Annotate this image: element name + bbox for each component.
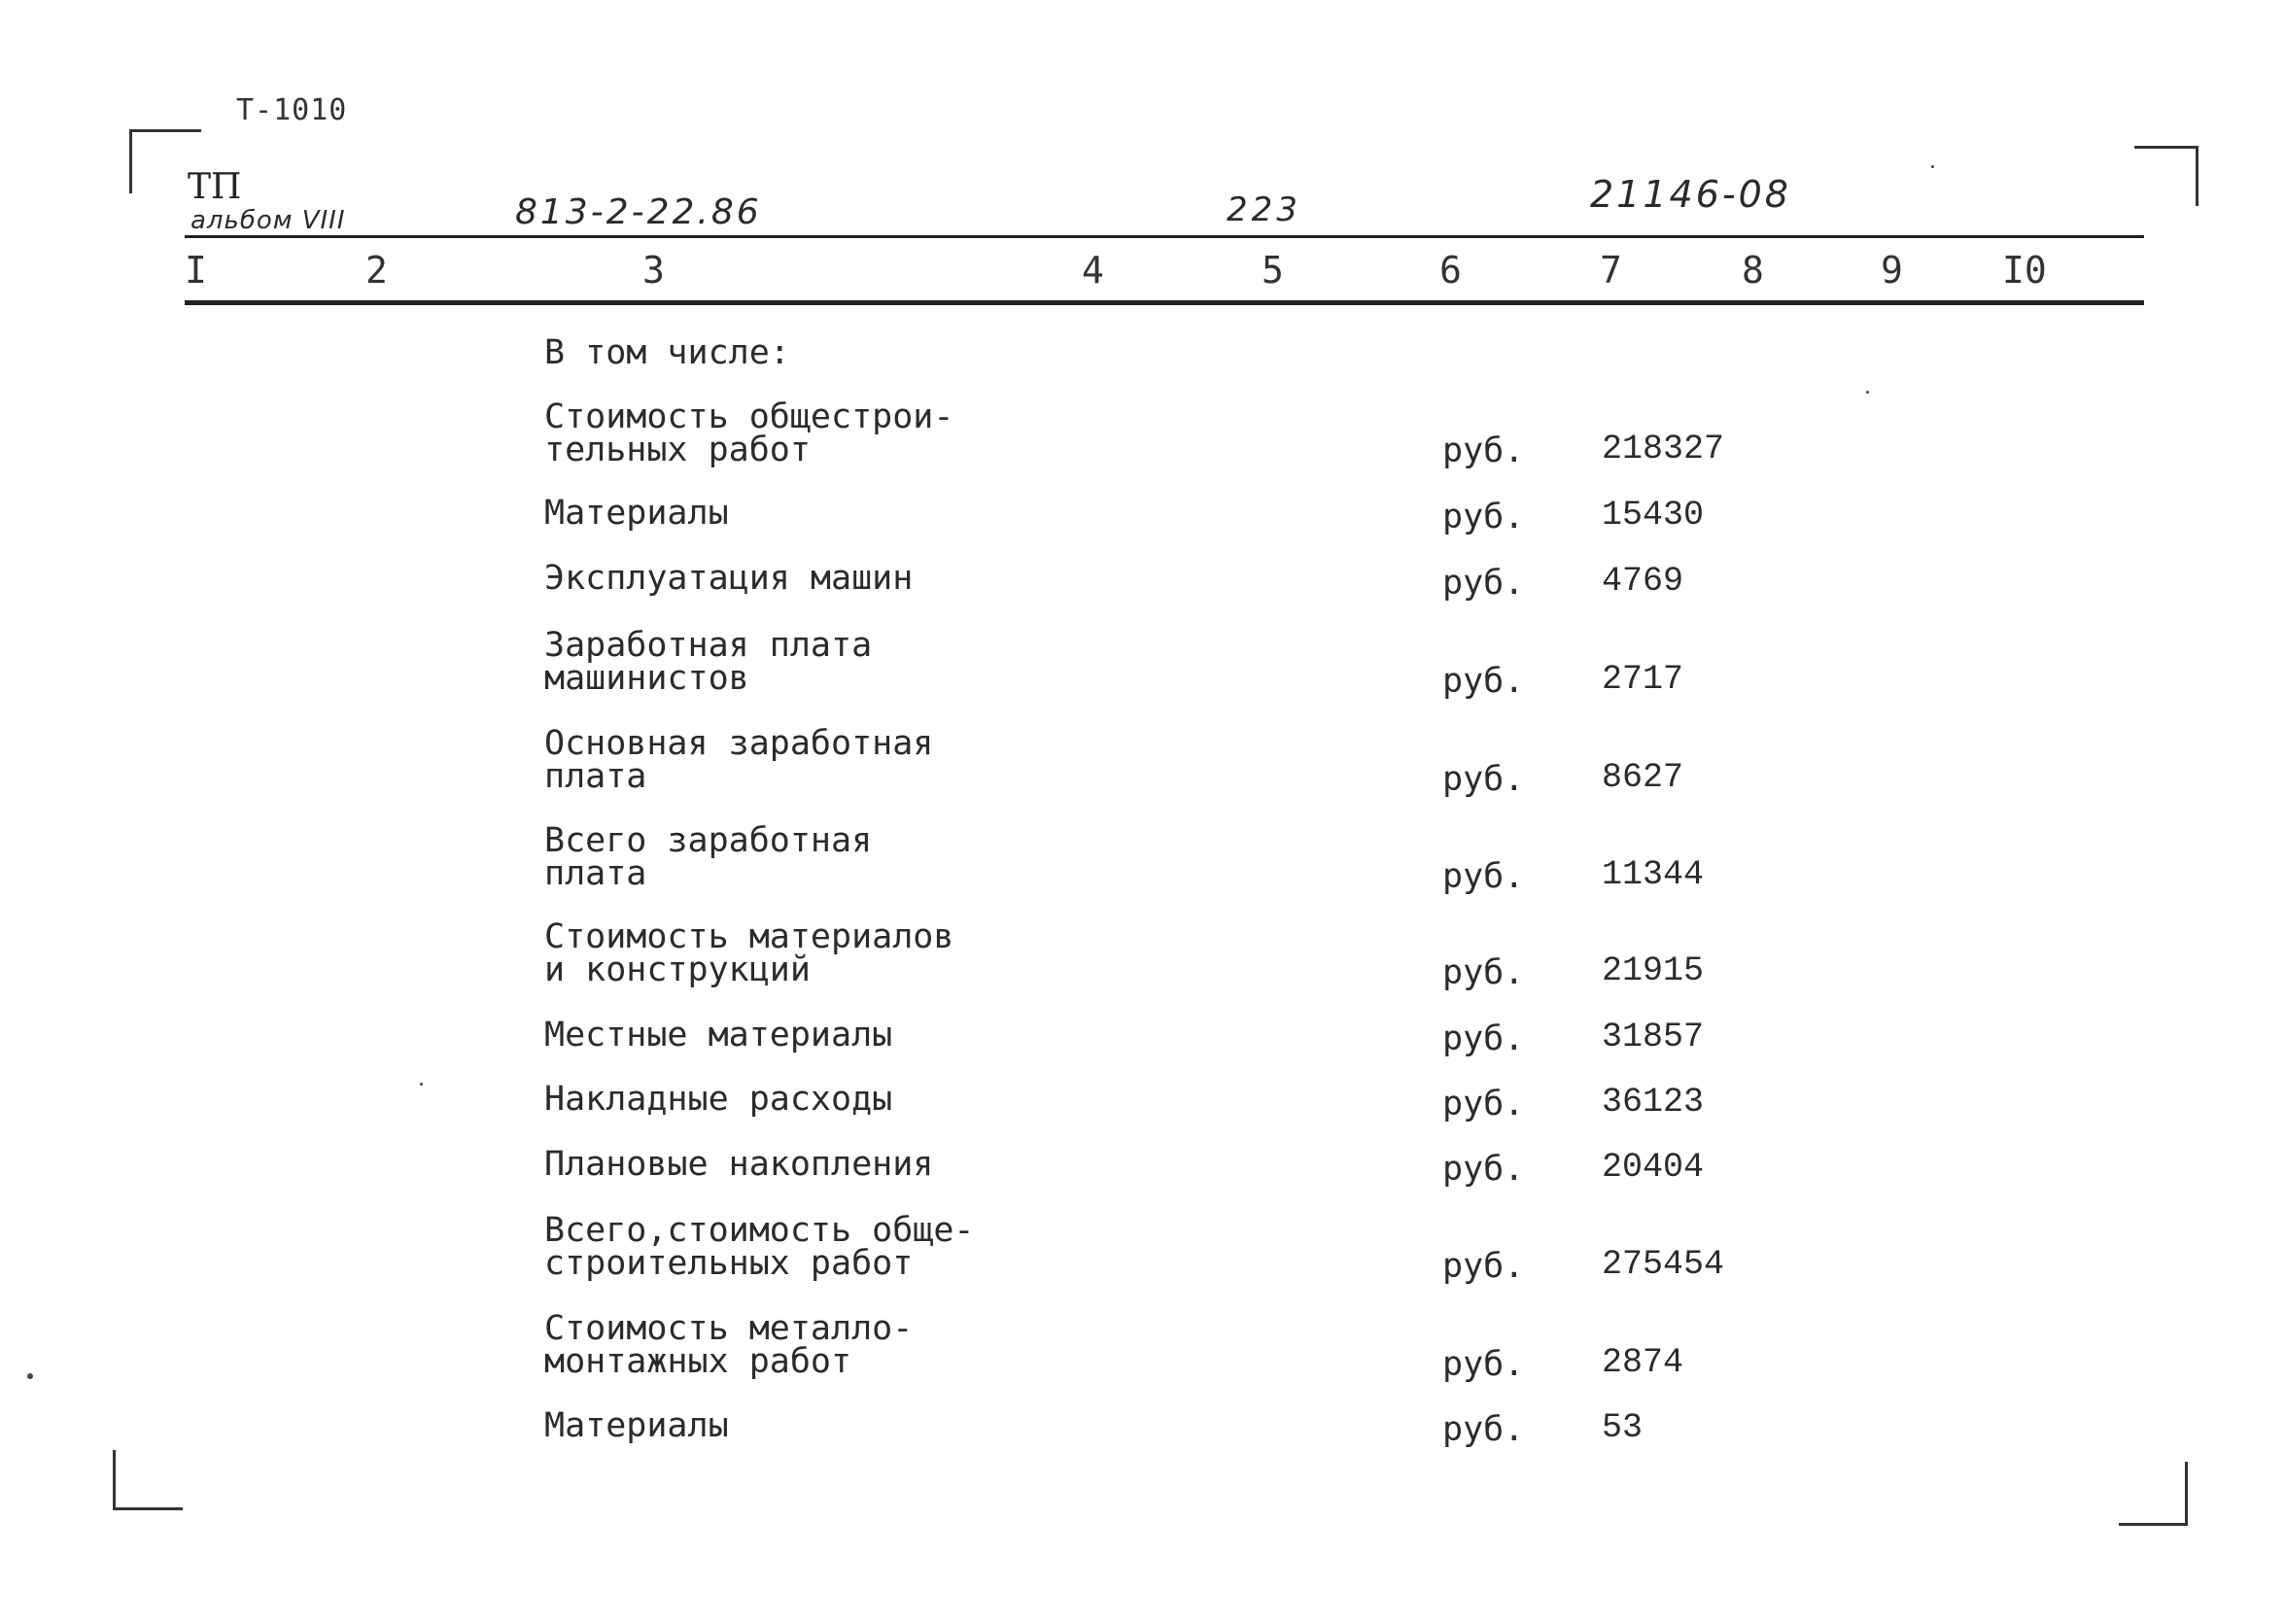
- crop-mark-top-left-horizontal: [131, 129, 201, 132]
- row-name: Основная заработная плата: [544, 724, 934, 796]
- row-unit: руб.: [1442, 1085, 1525, 1123]
- row-value: 20404: [1602, 1148, 1705, 1187]
- row-name: Материалы: [544, 1406, 729, 1445]
- row-value: 2717: [1602, 660, 1684, 699]
- row-value: 8627: [1602, 758, 1684, 797]
- row-unit: руб.: [1442, 1150, 1525, 1189]
- row-unit: руб.: [1442, 498, 1525, 536]
- row-unit: руб.: [1442, 1345, 1525, 1384]
- scan-speck: [420, 1083, 423, 1086]
- column-number-2: 2: [365, 249, 388, 292]
- row-name: Стоимость общестрои- тельных работ: [544, 397, 954, 469]
- row-unit: руб.: [1442, 953, 1525, 992]
- crop-mark-top-right-horizontal: [2134, 146, 2198, 149]
- row-unit: руб.: [1442, 1019, 1525, 1058]
- row-name: Заработная плата машинистов: [544, 626, 873, 698]
- row-name: Местные материалы: [544, 1016, 893, 1054]
- crop-mark-top-right-vertical: [2196, 146, 2198, 206]
- row-value: 218327: [1602, 430, 1725, 468]
- column-number-4: 4: [1082, 249, 1104, 292]
- tp-label: ТП: [188, 167, 242, 207]
- crop-mark-bottom-right-vertical: [2185, 1462, 2188, 1526]
- column-number-7: 7: [1600, 249, 1622, 292]
- row-name: Эксплуатация машин: [544, 559, 914, 598]
- crop-mark-bottom-right-horizontal: [2119, 1523, 2188, 1526]
- row-value: 2874: [1602, 1343, 1684, 1382]
- row-unit: руб.: [1442, 564, 1525, 603]
- header-bottom-rule: [185, 300, 2144, 305]
- crop-mark-bottom-left-horizontal: [113, 1507, 183, 1510]
- scan-speck: [1931, 165, 1934, 168]
- row-value: 31857: [1602, 1018, 1705, 1056]
- row-name: Стоимость металло- монтажных работ: [544, 1309, 914, 1381]
- page-number: 223: [1227, 190, 1301, 229]
- document-code: Т-1010: [236, 93, 348, 127]
- column-number-6: 6: [1439, 249, 1462, 292]
- row-name: Всего заработная плата: [544, 821, 873, 893]
- row-name: Плановые накопления: [544, 1145, 934, 1184]
- row-value: 53: [1602, 1408, 1644, 1447]
- row-unit: руб.: [1442, 662, 1525, 701]
- row-value: 11344: [1602, 855, 1705, 894]
- row-name: Материалы: [544, 494, 729, 533]
- row-value: 15430: [1602, 496, 1705, 535]
- column-number-8: 8: [1742, 249, 1764, 292]
- row-unit: руб.: [1442, 1410, 1525, 1449]
- row-unit: руб.: [1442, 760, 1525, 799]
- column-number-10: I0: [2002, 249, 2047, 292]
- section-heading: В том числе:: [544, 333, 790, 372]
- column-number-5: 5: [1262, 249, 1284, 292]
- row-name: Накладные расходы: [544, 1080, 893, 1119]
- scan-speck: [27, 1373, 33, 1379]
- row-value: 275454: [1602, 1245, 1725, 1284]
- row-value: 4769: [1602, 562, 1684, 601]
- project-number: 813-2-22.86: [515, 192, 762, 232]
- row-unit: руб.: [1442, 857, 1525, 896]
- album-label: альбом VIII: [190, 206, 346, 235]
- column-number-3: 3: [642, 249, 665, 292]
- scan-speck: [1866, 391, 1869, 394]
- estimate-number: 21146-08: [1590, 173, 1791, 216]
- crop-mark-bottom-left-vertical: [113, 1450, 116, 1510]
- column-number-9: 9: [1881, 249, 1903, 292]
- header-top-rule: [185, 235, 2144, 238]
- row-unit: руб.: [1442, 1247, 1525, 1286]
- row-name: Всего,стоимость обще- строительных работ: [544, 1211, 975, 1283]
- crop-mark-top-left-vertical: [129, 129, 132, 193]
- row-value: 21915: [1602, 951, 1705, 990]
- row-name: Стоимость материалов и конструкций: [544, 917, 954, 989]
- row-unit: руб.: [1442, 432, 1525, 470]
- row-value: 36123: [1602, 1083, 1705, 1122]
- column-number-1: I: [185, 249, 207, 292]
